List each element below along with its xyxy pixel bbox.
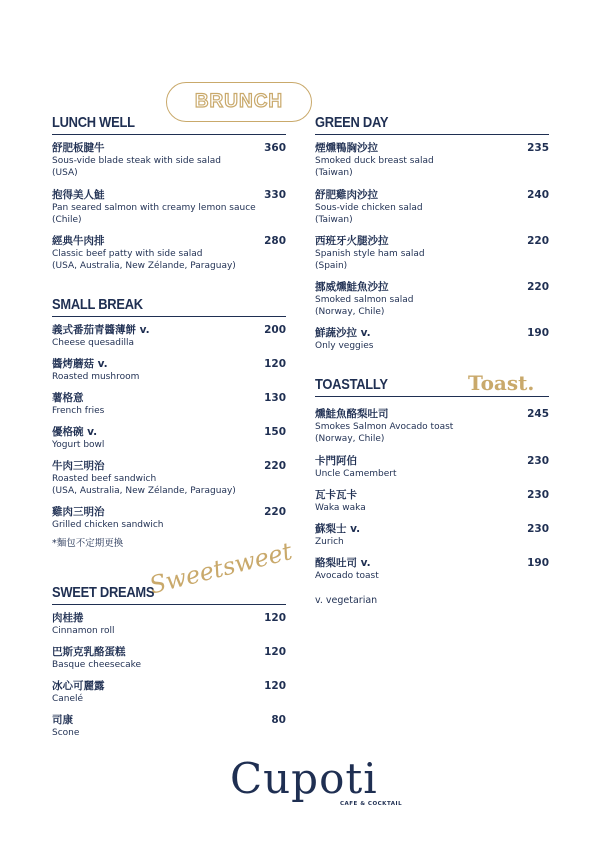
item-name-zh: 醬烤蘑菇 v. — [52, 358, 108, 370]
menu-item — [52, 358, 286, 392]
item-list — [315, 142, 549, 357]
item-name-zh: 瓦卡瓦卡 — [315, 489, 357, 501]
item-list — [52, 324, 286, 550]
menu-item — [52, 612, 286, 646]
menu-item — [52, 392, 286, 426]
item-origin: (Taiwan) — [315, 215, 353, 225]
item-price: 120 — [264, 646, 286, 658]
menu-item — [315, 408, 549, 455]
item-price: 245 — [527, 408, 549, 420]
item-price: 360 — [264, 142, 286, 154]
item-name-en: Basque cheesecake — [52, 660, 142, 670]
item-name-en: Only veggies — [315, 341, 374, 351]
menu-item — [52, 426, 286, 460]
section-sweet-dreams — [52, 583, 286, 738]
section-divider — [315, 396, 549, 397]
item-origin: (Taiwan) — [315, 168, 353, 178]
item-name-en: Scone — [52, 728, 80, 738]
item-origin: (USA) — [52, 168, 78, 178]
item-price: 190 — [527, 327, 549, 339]
menu-item — [315, 489, 549, 523]
item-name-en: Smoked salmon salad — [315, 295, 414, 305]
section-divider — [52, 134, 286, 135]
item-price: 230 — [527, 489, 549, 501]
item-name-zh: 卡門阿伯 — [315, 455, 357, 467]
item-price: 230 — [527, 523, 549, 535]
item-price: 220 — [264, 460, 286, 472]
item-name-zh: 酪梨吐司 v. — [315, 557, 371, 569]
cupoti-logo: Cupoti — [230, 754, 378, 803]
item-price: 330 — [264, 189, 286, 201]
item-name-zh: 義式番茄青醬薄餅 v. — [52, 324, 150, 336]
item-name-zh: 舒肥板腱牛 — [52, 142, 105, 154]
item-name-en: Yogurt bowl — [52, 440, 105, 450]
item-name-zh: 舒肥雞肉沙拉 — [315, 189, 378, 201]
item-price: 235 — [527, 142, 549, 154]
bread-note: *麵包不定期更換 — [52, 538, 124, 549]
item-name-en: Smoked duck breast salad — [315, 156, 434, 166]
menu-item — [52, 460, 286, 506]
menu-item — [52, 142, 286, 189]
item-price: 240 — [527, 189, 549, 201]
menu-item — [52, 235, 286, 281]
item-name-en: Cheese quesadilla — [52, 338, 135, 348]
menu-item — [52, 714, 286, 746]
brunch-badge-text: BRUNCH — [194, 91, 284, 112]
item-origin: (USA, Australia, New Zélande, Paraguay) — [52, 486, 236, 496]
item-name-zh: 牛肉三明治 — [52, 460, 105, 472]
item-price: 120 — [264, 612, 286, 624]
section-title: LUNCH WELL — [52, 114, 135, 131]
item-name-zh: 雞肉三明治 — [52, 506, 105, 518]
item-name-zh: 肉桂捲 — [52, 612, 84, 624]
section-divider — [52, 604, 286, 605]
menu-item — [315, 281, 549, 327]
item-price: 120 — [264, 358, 286, 370]
item-name-zh: 蘇梨士 v. — [315, 523, 361, 535]
item-price: 220 — [527, 281, 549, 293]
item-name-en: Sous-vide chicken salad — [315, 203, 423, 213]
item-price: 120 — [264, 680, 286, 692]
menu-item — [315, 557, 549, 595]
item-name-zh: 燻鮭魚酪梨吐司 — [315, 408, 389, 420]
item-price: 150 — [264, 426, 286, 438]
item-name-en: Spanish style ham salad — [315, 249, 425, 259]
item-name-zh: 鮮蔬沙拉 v. — [315, 327, 371, 339]
item-name-en: French fries — [52, 406, 105, 416]
item-list — [52, 612, 286, 746]
section-title: SMALL BREAK — [52, 296, 143, 313]
item-name-en: Avocado toast — [315, 571, 379, 581]
section-divider — [315, 134, 549, 135]
section-lunch-well — [52, 113, 286, 271]
toast-script: Toast. — [468, 371, 535, 395]
item-price: 80 — [271, 714, 286, 726]
item-name-zh: 優格碗 v. — [52, 426, 98, 438]
section-title: TOASTALLY — [315, 376, 388, 393]
section-small-break — [52, 295, 286, 549]
item-price: 220 — [264, 506, 286, 518]
item-origin: (USA, Australia, New Zélande, Paraguay) — [52, 261, 236, 271]
menu-item — [52, 646, 286, 680]
logo-tagline: CAFE & COCKTAIL — [340, 801, 403, 807]
section-green-day — [315, 113, 549, 351]
section-toastally — [315, 375, 549, 606]
item-price: 220 — [527, 235, 549, 247]
item-name-en: Cinnamon roll — [52, 626, 115, 636]
section-title: GREEN DAY — [315, 114, 389, 131]
item-name-en: Classic beef patty with side salad — [52, 249, 203, 259]
item-name-en: Roasted mushroom — [52, 372, 140, 382]
menu-item — [52, 680, 286, 714]
section-title: SWEET DREAMS — [52, 584, 155, 601]
item-name-en: Roasted beef sandwich — [52, 474, 157, 484]
item-name-zh: 司康 — [52, 714, 73, 726]
item-price: 230 — [527, 455, 549, 467]
item-name-en: Grilled chicken sandwich — [52, 520, 164, 530]
item-name-en: Canelé — [52, 694, 84, 704]
item-price: 130 — [264, 392, 286, 404]
menu-item — [315, 235, 549, 281]
menu-item — [315, 523, 549, 557]
item-name-en: Smokes Salmon Avocado toast — [315, 422, 454, 432]
menu-item — [315, 327, 549, 357]
item-origin: (Spain) — [315, 261, 348, 271]
menu-item — [52, 189, 286, 235]
item-name-zh: 抱得美人鮭 — [52, 189, 105, 201]
menu-item — [52, 506, 286, 538]
section-divider — [52, 316, 286, 317]
menu-item — [315, 189, 549, 235]
item-name-en: Zurich — [315, 537, 344, 547]
item-name-en: Sous-vide blade steak with side salad — [52, 156, 221, 166]
item-list — [315, 408, 549, 607]
item-name-en: Uncle Camembert — [315, 469, 397, 479]
menu-item — [52, 324, 286, 358]
item-name-en: Waka waka — [315, 503, 366, 513]
item-list — [52, 142, 286, 281]
item-price: 190 — [527, 557, 549, 569]
item-name-zh: 煙燻鴨胸沙拉 — [315, 142, 378, 154]
item-origin: (Chile) — [52, 215, 82, 225]
item-origin: (Norway, Chile) — [315, 434, 385, 444]
item-name-zh: 巴斯克乳酪蛋糕 — [52, 646, 126, 658]
menu-item — [315, 142, 549, 189]
item-name-zh: 西班牙火腿沙拉 — [315, 235, 389, 247]
item-name-zh: 經典牛肉排 — [52, 235, 105, 247]
item-name-zh: 薯格意 — [52, 392, 84, 404]
item-origin: (Norway, Chile) — [315, 307, 385, 317]
item-price: 280 — [264, 235, 286, 247]
item-name-zh: 冰心可麗露 — [52, 680, 105, 692]
item-name-en: Pan seared salmon with creamy lemon sauce — [52, 203, 256, 213]
sweet-script: Sweetsweet — [146, 537, 296, 600]
item-price: 200 — [264, 324, 286, 336]
vegetarian-note: v. vegetarian — [315, 595, 378, 606]
menu-item — [315, 455, 549, 489]
item-name-zh: 挪威燻鮭魚沙拉 — [315, 281, 389, 293]
